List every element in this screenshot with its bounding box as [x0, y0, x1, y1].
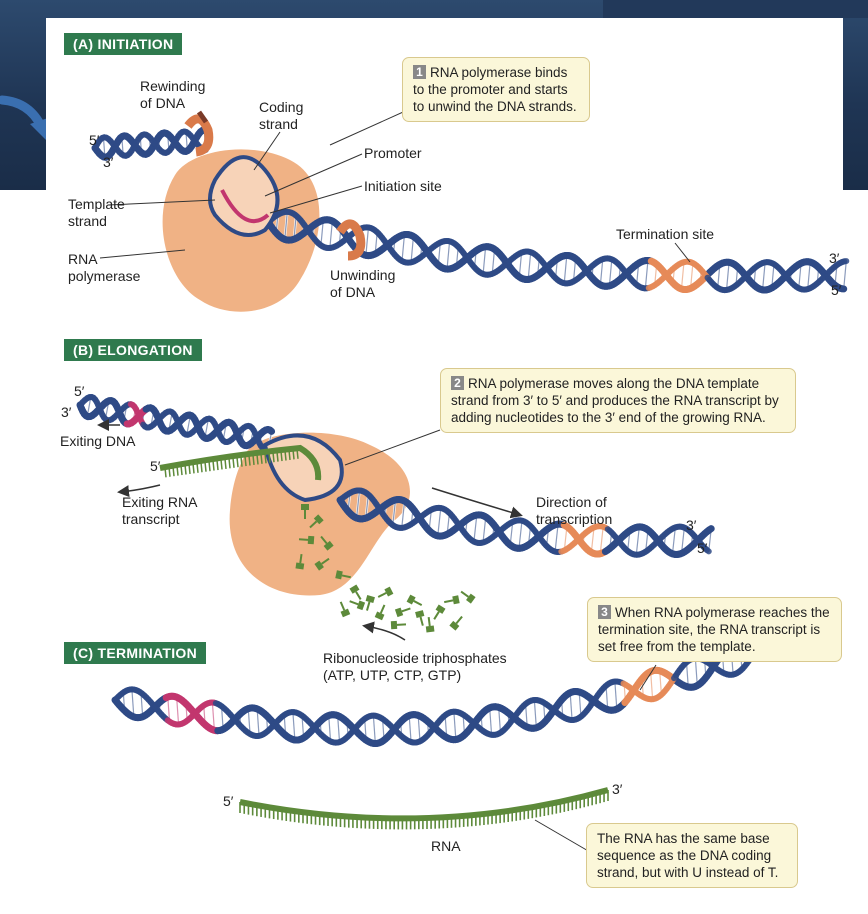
callout-text: RNA polymerase moves along the DNA template strand from 3′ to 5′ and produces the RNA transcript by adding nucleotides to the 3′ end of the growing RNA.	[451, 376, 779, 425]
label-rna-3prime: 3′	[612, 781, 623, 797]
label-promoter: Promoter	[364, 145, 422, 161]
label-3prime: 3′	[61, 404, 72, 420]
callout-text: RNA polymerase binds to the promoter and starts to unwind the DNA strands.	[413, 65, 577, 114]
label-initiation-site: Initiation site	[364, 178, 442, 194]
label-rna-5prime: 5′	[223, 793, 234, 809]
label-3prime-right: 3′	[829, 250, 840, 266]
label-exiting-rna: Exiting RNA transcript	[122, 494, 198, 527]
label-termination-site: Termination site	[616, 226, 715, 242]
step-number: 2	[451, 376, 464, 390]
header-initiation: (A) INITIATION	[64, 33, 182, 55]
label-5prime: 5′	[74, 383, 85, 399]
step-number: 1	[413, 65, 426, 79]
label-direction: Direction of transcription	[536, 494, 613, 527]
label-5prime: 5′	[89, 132, 100, 148]
header-termination: (C) TERMINATION	[64, 642, 206, 664]
initiation-illustration	[95, 112, 846, 312]
header-elongation: (B) ELONGATION	[64, 339, 202, 361]
label-3prime-right: 3′	[686, 517, 697, 533]
label-rna-polymerase: RNA polymerase	[68, 251, 141, 284]
label-coding-strand: Coding strand	[259, 99, 304, 132]
callout-rna-note: The RNA has the same base sequence as the DNA coding strand, but with U instead of T.	[586, 823, 798, 888]
label-rna: RNA	[431, 838, 461, 854]
callout-initiation	[402, 57, 590, 122]
callout-termination	[587, 597, 842, 662]
label-unwinding: Unwinding of DNA	[330, 267, 396, 300]
callout-text: When RNA polymerase reaches the termination site, the RNA transcript is set free from the template.	[598, 605, 830, 654]
rna-transcript	[240, 790, 608, 829]
label-exiting-dna: Exiting DNA	[60, 433, 136, 449]
label-5prime-right: 5′	[697, 540, 708, 556]
label-ribonucleoside: Ribonucleoside triphosphates (ATP, UTP, CTP, GTP)	[323, 650, 507, 683]
label-rna-5prime: 5′	[150, 458, 161, 474]
label-rewinding: Rewinding of DNA	[140, 78, 206, 111]
step-number: 3	[598, 605, 611, 619]
label-3prime: 3′	[103, 154, 114, 170]
label-template-strand: Template strand	[68, 196, 125, 229]
callout-elongation	[440, 368, 796, 433]
label-5prime-right: 5′	[831, 282, 842, 298]
